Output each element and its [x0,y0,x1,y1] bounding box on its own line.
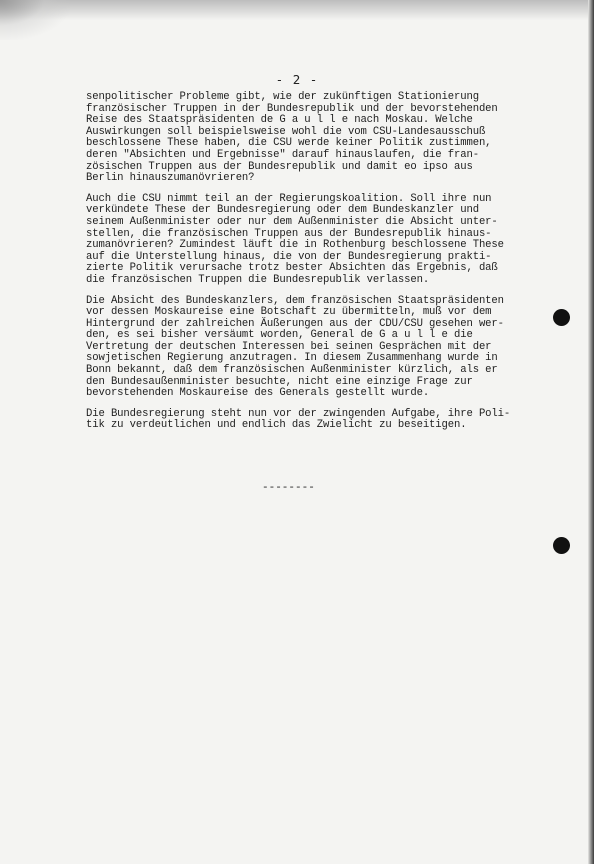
text-line: zösischen Truppen aus der Bundesrepublik und damit eo ipso aus [86,160,473,173]
text-line: deren "Absichten und Ergebnisse" darauf hinauslaufen, die fran- [86,148,479,161]
text-line: stellen, die französischen Truppen aus der Bundesrepublik hinaus- [86,227,492,240]
text-line: Die Bundesregierung steht nun vor der zwingenden Aufgabe, ihre Poli- [86,407,511,420]
text-line: Reise des Staatspräsidenten de G a u l l e nach Moskau. Welche [86,114,473,127]
text-line: zierte Politik verursache trotz bester Absichten das Ergebnis, daß [86,262,498,275]
document-body [86,92,546,441]
text-line: Auswirkungen soll beispielsweise wohl die vom CSU-Landesausschuß [86,125,486,138]
text-line: den Bundesaußenminister besuchte, nicht eine einzige Frage zur [86,375,473,388]
text-line: Die Absicht des Bundeskanzlers, dem französischen Staatspräsidenten [86,294,504,307]
text-line: bevorstehenden Moskaureise des Generals gestellt wurde. [86,387,430,400]
text-line: verkündete These der Bundesregierung oder dem Bundeskanzler und [86,204,479,217]
text-line: französischer Truppen in der Bundesrepublik und der bevorstehenden [86,102,498,115]
scan-corner-noise [0,0,70,40]
text-line: den, es sei bisher versäumt worden, General de G a u l l e die [86,329,473,342]
paragraph-4 [86,409,546,432]
text-line: Berlin hinauszumanövrieren? [86,172,255,185]
text-line: tik zu verdeutlichen und endlich das Zwielicht zu beseitigen. [86,419,467,432]
text-line: zumanövrieren? Zumindest läuft die in Rothenburg beschlossene These [86,239,504,252]
text-line: beschlossene These haben, die CSU werde keiner Politik zustimmen, [86,137,492,150]
scan-shadow-top [0,0,594,20]
text-line: vor dessen Moskaureise eine Botschaft zu übermitteln, muß vor dem [86,306,492,319]
text-line: Hintergrund der zahlreichen Äußerungen aus der CDU/CSU gesehen wer- [86,317,504,330]
punch-hole-icon [553,309,570,326]
text-line: die französischen Truppen die Bundesrepublik verlassen. [86,273,430,286]
paragraph-3 [86,296,546,400]
paragraph-2 [86,194,546,287]
text-line: Bonn bekannt, daß dem französischen Außenminister kürzlich, als er [86,364,498,377]
text-line: Vertretung der deutschen Interessen bei seinen Gesprächen mit der [86,340,492,353]
text-line: sowjetischen Regierung anzutragen. In diesem Zusammenhang wurde in [86,352,498,365]
page-number: - 2 - [275,72,319,87]
scan-shadow-right [588,0,594,864]
punch-hole-icon [553,537,570,554]
paragraph-1 [86,92,546,185]
text-line: auf die Unterstellung hinaus, die von der Bundesregierung prakti- [86,250,492,263]
text-line: seinem Außenminister oder nur dem Außenminister die Absicht unter- [86,215,498,228]
text-line: Auch die CSU nimmt teil an der Regierungskoalition. Soll ihre nun [86,192,492,205]
text-line: senpolitischer Probleme gibt, wie der zukünftigen Stationierung [86,91,479,103]
section-divider: -------- [262,482,315,494]
